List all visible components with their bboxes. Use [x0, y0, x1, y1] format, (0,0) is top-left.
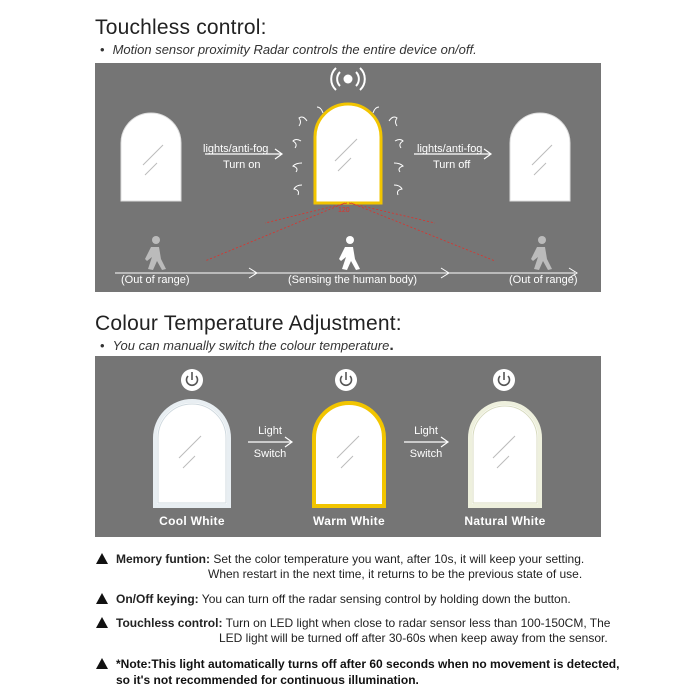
- section1-bullet: • Motion sensor proximity Radar controls the entire device on/off.: [100, 42, 477, 57]
- note-memory-title: Memory funtion:: [116, 552, 210, 566]
- section2-bullet-dot: .: [389, 337, 394, 354]
- section1-title: Touchless control:: [95, 16, 267, 39]
- warning-icon: [96, 553, 108, 564]
- switch2-label-bottom: Switch: [409, 448, 443, 460]
- mirror-natural-white: [470, 403, 540, 506]
- step1-label-top: lights/anti-fog: [203, 143, 269, 155]
- person-walking-icon-right: [531, 236, 552, 270]
- colour-panel: [95, 356, 601, 537]
- mirror-lit-center: [293, 104, 403, 203]
- section2-title: Colour Temperature Adjustment:: [95, 312, 402, 335]
- note-memory-text: Set the color temperature you want, after 10s, it will keep your setting.: [213, 552, 585, 566]
- step2-label-top: lights/anti-fog: [417, 143, 483, 155]
- note-touchless: [96, 616, 656, 646]
- power-icon-right: [493, 369, 515, 391]
- note-onoff-text: You can turn off the radar sensing control by holding down the button.: [201, 592, 571, 606]
- switch1-label-top: Light: [258, 425, 282, 437]
- note-memory-text2: When restart in the next time, it returns to be the previous state of use.: [208, 567, 583, 581]
- note-warning: [96, 656, 696, 688]
- power-icon-left: [181, 369, 203, 391]
- warning-icon: [96, 617, 108, 628]
- note-touchless-text: Turn on LED light when close to radar sensor less than 100-150CM, The: [225, 616, 611, 630]
- switch1-label-bottom: Switch: [253, 448, 287, 460]
- radar-icon: [331, 68, 365, 90]
- person-walking-icon-left: [145, 236, 166, 270]
- cool-white-label: Cool White: [159, 514, 225, 528]
- warning-icon: [96, 658, 108, 669]
- note-warning-line2: so it's not recommended for continuous illumination.: [116, 673, 419, 687]
- touchless-diagram: [95, 63, 601, 292]
- note-memory: [96, 552, 656, 582]
- touchless-panel: [95, 63, 601, 292]
- range-label-middle: (Sensing the human body): [288, 274, 418, 286]
- person-walking-icon-center: [339, 236, 360, 270]
- step1-label-bottom: Turn on: [223, 159, 261, 171]
- section2-bullet: • You can manually switch the colour temperature.: [100, 337, 394, 354]
- step2-label-bottom: Turn off: [433, 159, 471, 171]
- note-touchless-text2: LED light will be turned off after 30-60s when keep away from the sensor.: [219, 631, 608, 645]
- angle-label: 120: [338, 207, 350, 214]
- power-icon-center: [335, 369, 357, 391]
- note-touchless-title: Touchless control:: [116, 616, 223, 630]
- note-onoff-title: On/Off keying:: [116, 592, 199, 606]
- warning-icon: [96, 593, 108, 604]
- mirror-cool-white: [155, 401, 229, 506]
- note-warning-line1: *Note:This light automatically turns off after 60 seconds when no movement is detected,: [116, 657, 620, 671]
- switch2-label-top: Light: [414, 425, 438, 437]
- note-onoff: [96, 592, 656, 607]
- section2-bullet-text: You can manually switch the colour temperature: [112, 338, 390, 353]
- section1-bullet-text: Motion sensor proximity Radar controls the entire device on/off.: [112, 42, 477, 57]
- colour-diagram: [95, 356, 601, 537]
- warm-white-label: Warm White: [313, 514, 385, 528]
- range-label-right: (Out of range): [509, 274, 578, 286]
- range-label-left: (Out of range): [121, 274, 190, 286]
- mirror-warm-white: [314, 403, 384, 506]
- natural-white-label: Natural White: [464, 514, 546, 528]
